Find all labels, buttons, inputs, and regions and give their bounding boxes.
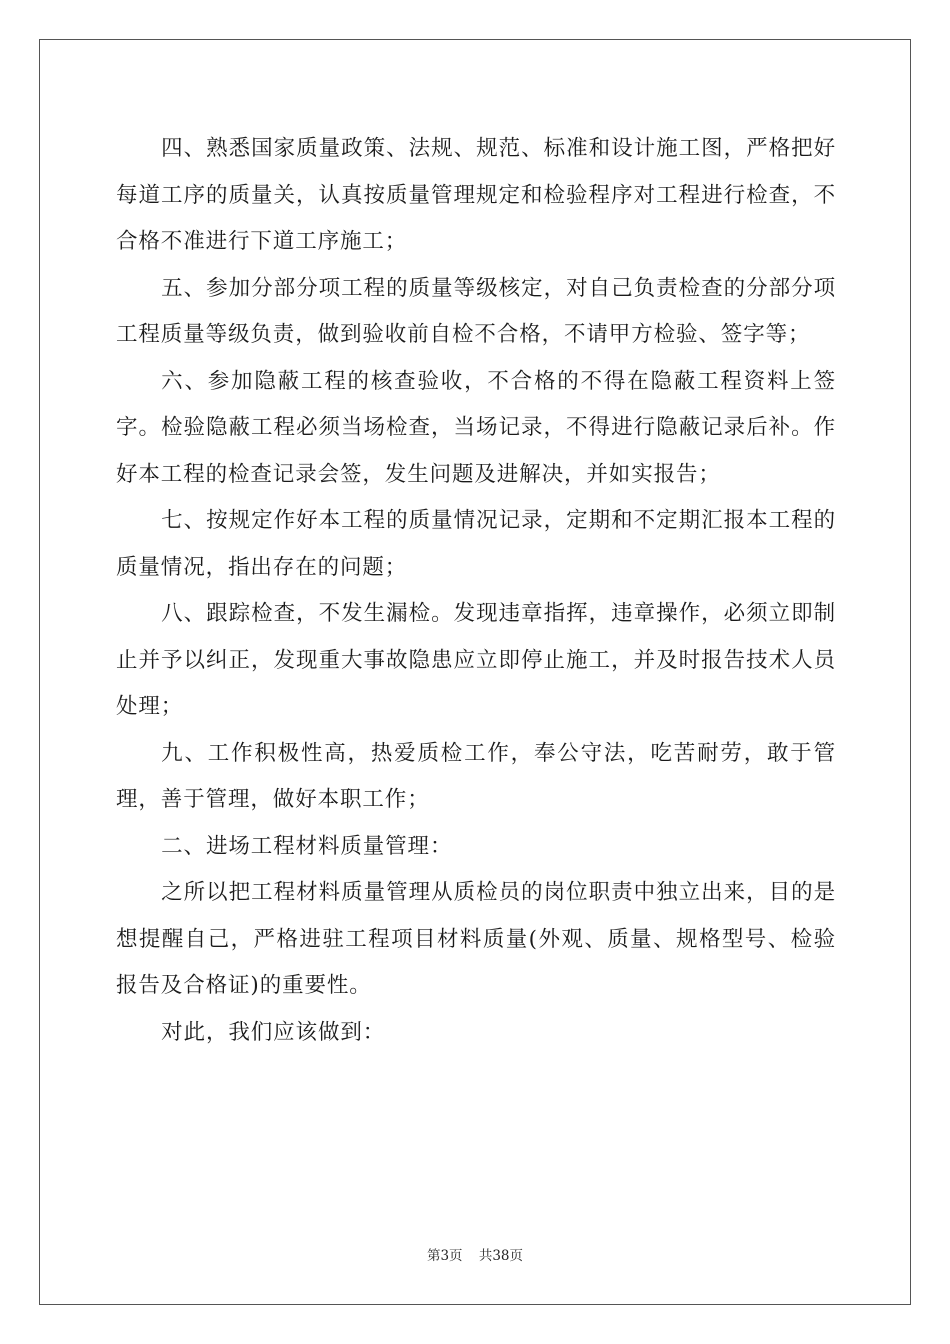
paragraph-6: 六、参加隐蔽工程的核查验收，不合格的不得在隐蔽工程资料上签字。检验隐蔽工程必须当场检查，当场记录，不得进行隐蔽记录后补。作好本工程的检查记录会签，发生问题及进解决，并如实报告； [116, 368, 836, 487]
document-body [116, 126, 836, 1056]
page-footer [0, 1246, 950, 1266]
section-heading-materials: 二、进场工程材料质量管理： [161, 833, 453, 859]
paragraph-materials-intro: 之所以把工程材料质量管理从质检员的岗位职责中独立出来，目的是想提醒自己，严格进驻工程项目材料质量(外观、质量、规格型号、检验报告及合格证)的重要性。 [116, 880, 836, 998]
page-number: 第3页 [426, 1248, 463, 1264]
paragraph-8: 八、跟踪检查，不发生漏检。发现违章指挥，违章操作，必须立即制止并予以纠正，发现重大事故隐患应立即停止施工，并及时报告技术人员处理； [116, 601, 836, 719]
paragraph-9: 九、工作积极性高，热爱质检工作，奉公守法，吃苦耐劳，敢于管理，善于管理，做好本职工作； [116, 740, 836, 812]
paragraph-to-do: 对此，我们应该做到： [161, 1019, 386, 1045]
paragraph-5: 五、参加分部分项工程的质量等级核定，对自己负责检查的分部分项工程质量等级负责，做到验收前自检不合格，不请甲方检验、签字等； [116, 275, 836, 347]
page-total: 共38页 [478, 1248, 524, 1264]
paragraph-7: 七、按规定作好本工程的质量情况记录，定期和不定期汇报本工程的质量情况，指出存在的问题； [116, 508, 836, 580]
paragraph-4: 四、熟悉国家质量政策、法规、规范、标准和设计施工图，严格把好每道工序的质量关，认真按质量管理规定和检验程序对工程进行检查，不合格不准进行下道工序施工； [116, 136, 836, 254]
